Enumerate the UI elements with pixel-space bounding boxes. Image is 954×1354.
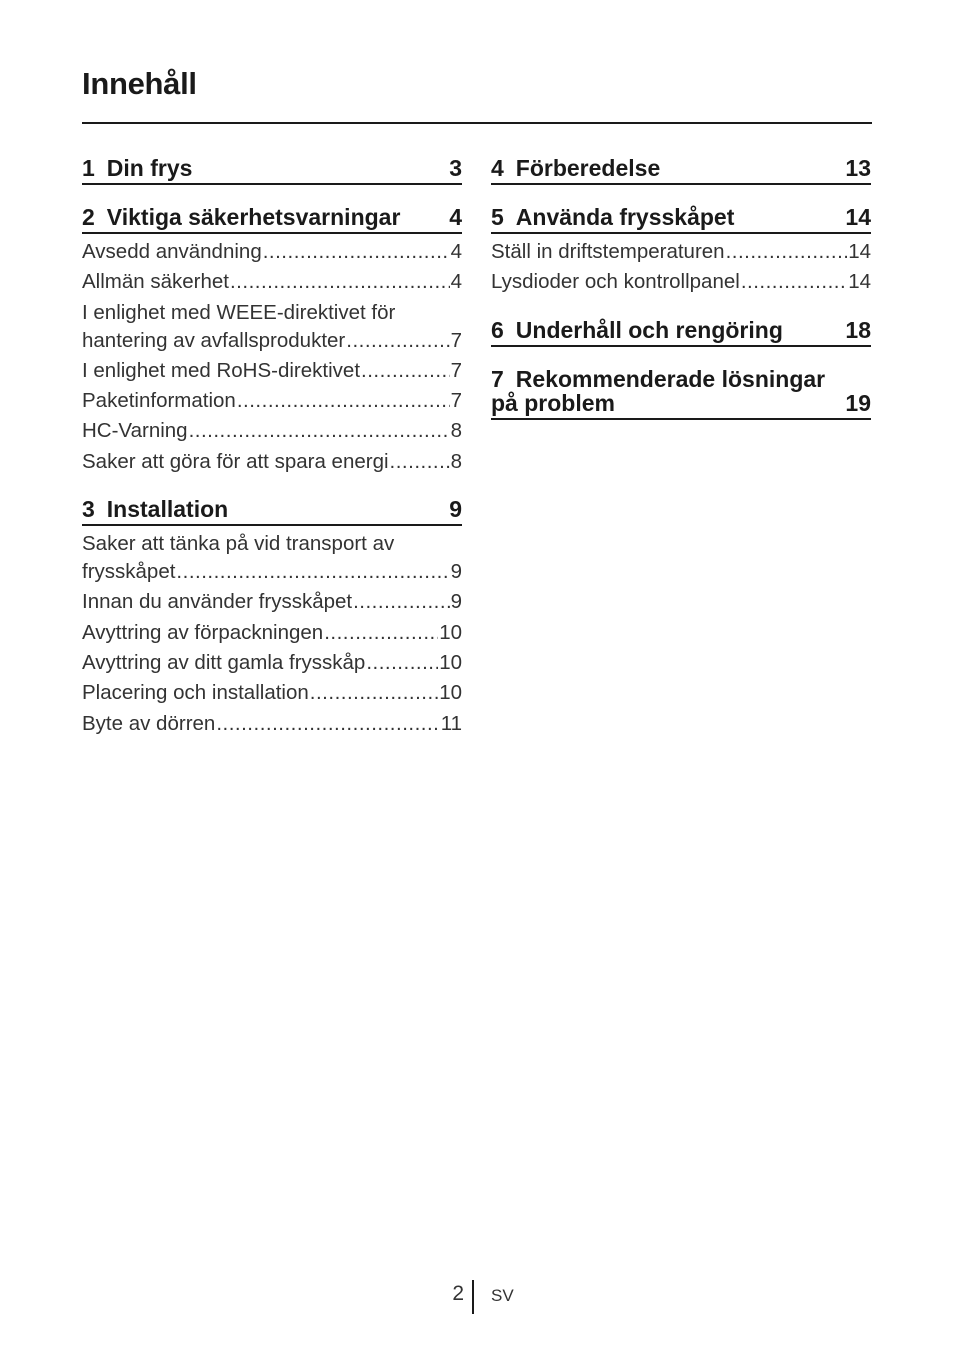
toc-entry-page-number: 8 <box>450 419 462 443</box>
toc-entry-list <box>82 237 462 477</box>
dot-leader <box>361 356 450 386</box>
section-page-number: 4 <box>449 204 462 230</box>
toc-section <box>82 491 462 739</box>
toc-entry-text-line: Saker att tänka på vid transport av <box>82 532 395 556</box>
toc-entry-line <box>82 587 462 617</box>
toc-entry-text: Byte av dörren <box>82 711 216 735</box>
dot-leader <box>346 326 449 356</box>
section-number: 1 <box>82 155 95 181</box>
footer-language: SV <box>491 1286 514 1305</box>
toc-section-heading[interactable] <box>491 312 871 347</box>
toc-section-heading[interactable] <box>82 199 462 234</box>
footer-page-number: 2 <box>452 1282 464 1305</box>
section-page-number: 13 <box>845 155 871 181</box>
toc-entry-line <box>491 237 871 267</box>
toc-entry[interactable] <box>82 678 462 708</box>
toc-entry[interactable] <box>82 447 462 477</box>
dot-leader <box>189 416 450 446</box>
toc-entry[interactable] <box>82 648 462 678</box>
dot-leader <box>390 447 450 477</box>
section-title-continued: på problem <box>491 389 615 416</box>
toc-entry[interactable] <box>491 267 871 297</box>
toc-entry[interactable] <box>82 356 462 386</box>
section-number: 7 <box>491 365 504 392</box>
dot-leader <box>366 648 438 678</box>
toc-entry-text-line: I enlighet med WEEE-direktivet för <box>82 300 396 324</box>
section-heading-label <box>82 205 400 229</box>
section-number: 5 <box>491 204 504 230</box>
section-title: Rekommenderade lösningar <box>515 365 826 392</box>
toc-entry[interactable] <box>82 237 462 267</box>
dot-leader <box>741 267 847 297</box>
section-heading-label <box>491 156 660 180</box>
toc-entry-line <box>82 678 462 708</box>
section-heading-label <box>491 318 783 342</box>
toc-entry-text: Ställ in driftstemperaturen <box>491 240 725 263</box>
section-heading-label <box>82 156 192 180</box>
toc-entry-line <box>82 386 462 416</box>
toc-entry-page-number: 14 <box>848 270 871 294</box>
toc-entry[interactable] <box>82 618 462 648</box>
toc-section-heading[interactable] <box>491 361 871 420</box>
toc-entry-line <box>82 648 462 678</box>
section-title: Underhåll och rengöring <box>515 316 783 343</box>
toc-section <box>82 150 462 185</box>
toc-entry-line <box>82 326 462 356</box>
toc-entry-text: Avyttring av ditt gamla frysskåp <box>82 650 366 674</box>
section-number: 3 <box>82 496 95 523</box>
dot-leader <box>230 267 450 297</box>
toc-entry-text: hantering av avfallsprodukter <box>82 328 346 352</box>
section-title: Använda frysskåpet <box>515 204 735 230</box>
toc-entry-line <box>82 618 462 648</box>
toc-entry-text: Paketinformation <box>82 389 236 413</box>
footer-separator <box>472 1280 474 1314</box>
dot-leader <box>263 237 450 267</box>
toc-entry-line <box>82 237 462 267</box>
toc-entry-line <box>82 709 462 739</box>
section-number: 6 <box>491 316 504 343</box>
toc-entry-line <box>82 356 462 386</box>
dot-leader <box>237 386 450 416</box>
toc-entry-line <box>491 267 871 297</box>
section-number: 4 <box>491 155 504 181</box>
toc-section <box>491 361 871 420</box>
toc-entry-page-number: 14 <box>848 240 871 263</box>
toc-entry-page-number: 4 <box>450 240 462 263</box>
toc-entry[interactable] <box>82 587 462 617</box>
toc-entry-text: Saker att göra för att spara energi <box>82 449 389 473</box>
toc-entry-page-number: 10 <box>439 681 462 705</box>
toc-section <box>491 199 871 298</box>
section-title: Installation <box>106 496 229 523</box>
toc-entry-page-number: 11 <box>440 711 462 735</box>
toc-entry-text: Avsedd användning <box>82 240 262 263</box>
toc-left-column <box>82 150 462 753</box>
section-heading-label <box>491 205 734 229</box>
title-divider <box>82 122 872 124</box>
toc-entry-line <box>82 416 462 446</box>
toc-section-heading[interactable] <box>82 491 462 526</box>
toc-entry[interactable] <box>82 529 462 587</box>
toc-entry[interactable] <box>82 416 462 446</box>
toc-entry[interactable] <box>491 237 871 267</box>
dot-leader <box>310 678 438 708</box>
toc-entry-text: I enlighet med RoHS-direktivet <box>82 358 361 382</box>
page-footer <box>0 1280 954 1316</box>
toc-entry-page-number: 8 <box>450 449 462 473</box>
section-page-number: 9 <box>449 496 462 523</box>
toc-entry-text: Innan du använder frysskåpet <box>82 590 353 614</box>
toc-section <box>491 150 871 185</box>
page-title: Innehåll <box>82 66 197 101</box>
toc-entry-page-number: 9 <box>450 590 462 614</box>
toc-entry-text: HC-Varning <box>82 419 188 443</box>
toc-entry-list <box>491 237 871 298</box>
toc-entry-text: Allmän säkerhet <box>82 270 229 294</box>
section-title: Förberedelse <box>515 155 661 181</box>
section-page-number: 14 <box>845 204 871 230</box>
toc-entry-text: Placering och installation <box>82 681 309 705</box>
toc-entry-text: Lysdioder och kontrollpanel <box>491 270 740 294</box>
dot-leader <box>324 618 438 648</box>
section-number: 2 <box>82 204 95 230</box>
dot-leader <box>353 587 450 617</box>
toc-entry-line <box>82 447 462 477</box>
toc-entry-line <box>82 267 462 297</box>
section-page-number: 18 <box>845 316 871 343</box>
toc-entry-page-number: 9 <box>450 560 462 584</box>
section-page-number: 3 <box>449 155 462 181</box>
toc-section-heading[interactable] <box>491 150 871 185</box>
dot-leader <box>176 557 449 587</box>
toc-section <box>491 312 871 347</box>
section-heading-label <box>82 497 228 521</box>
toc-entry-text: frysskåpet <box>82 560 176 584</box>
section-title: Viktiga säkerhetsvarningar <box>106 204 401 230</box>
toc-right-column <box>491 150 871 434</box>
toc-entry-line <box>82 557 462 587</box>
toc-section-heading[interactable] <box>82 150 462 185</box>
section-title: Din frys <box>106 155 193 181</box>
toc-entry[interactable] <box>82 267 462 297</box>
section-page-number: 19 <box>845 389 871 416</box>
dot-leader <box>726 237 848 267</box>
dot-leader <box>216 709 439 739</box>
toc-entry-list <box>82 529 462 739</box>
toc-section <box>82 199 462 477</box>
toc-entry[interactable] <box>82 386 462 416</box>
section-heading-line <box>491 391 871 415</box>
toc-entry-page-number: 7 <box>450 328 462 352</box>
section-heading-line <box>491 367 871 391</box>
toc-entry[interactable] <box>82 709 462 739</box>
toc-section-heading[interactable] <box>491 199 871 234</box>
toc-entry-page-number: 7 <box>450 389 462 413</box>
toc-entry[interactable] <box>82 298 462 356</box>
toc-entry-page-number: 4 <box>450 270 462 294</box>
toc-entry-text: Avyttring av förpackningen <box>82 620 324 644</box>
toc-entry-page-number: 10 <box>439 650 462 674</box>
toc-entry-page-number: 10 <box>439 620 462 644</box>
toc-entry-page-number: 7 <box>450 358 462 382</box>
